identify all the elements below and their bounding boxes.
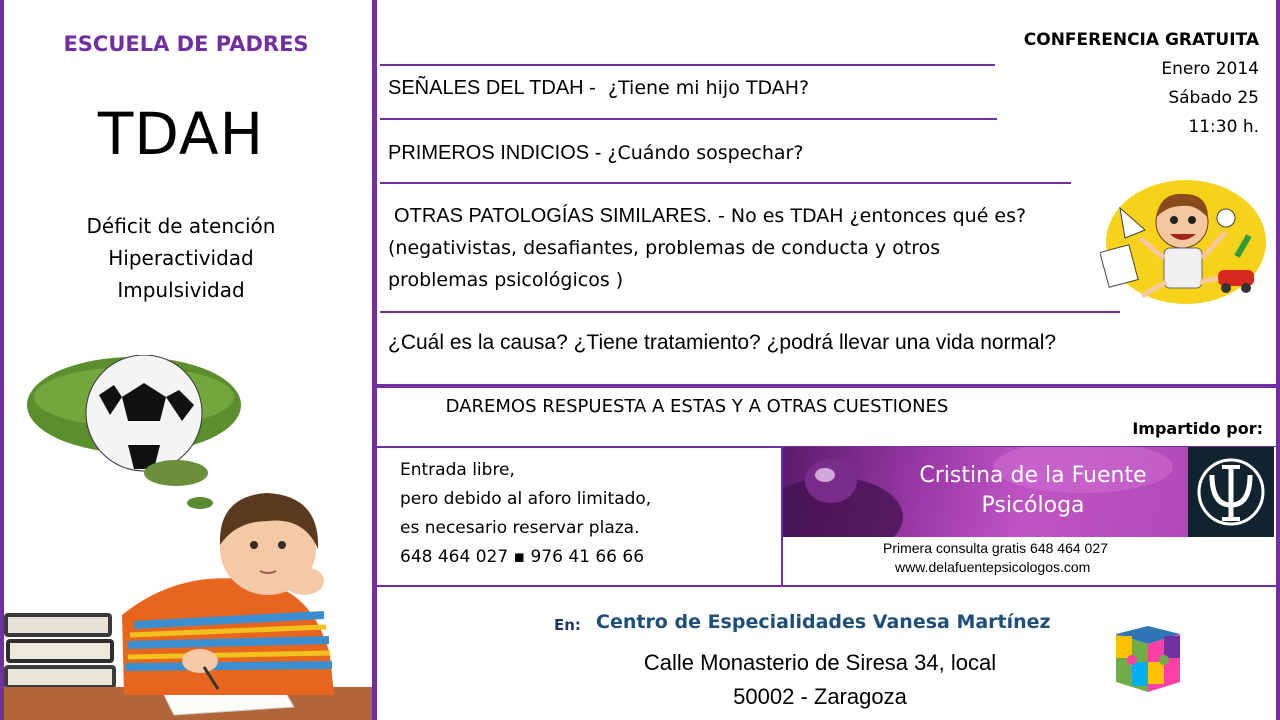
symptom-item: Déficit de atención — [86, 214, 276, 238]
cartoon-boy-icon — [1100, 178, 1270, 312]
topic-questions: ¿Cuál es la causa? ¿Tiene tratamiento? ¿podrá llevar una vida normal? — [388, 331, 1057, 354]
psychologist-card — [783, 447, 1276, 585]
entry-info — [400, 456, 651, 572]
symptom-list — [0, 210, 362, 306]
conference-title: CONFERENCIA GRATUITA — [1023, 30, 1259, 50]
section-divider — [377, 384, 1276, 388]
psychologist-name-line: Cristina de la Fuente — [919, 463, 1147, 488]
card-consultation: Primera consulta gratis 648 464 027 — [883, 540, 1108, 556]
child-thinking-illustration — [4, 355, 372, 720]
topic-text-line: problemas psicológicos ) — [388, 269, 624, 291]
speaker-byline: Impartido por: — [1132, 419, 1263, 438]
psychologist-name — [883, 461, 1183, 521]
child-figure — [122, 493, 334, 695]
puzzle-cube-icon — [1108, 622, 1188, 696]
conference-month: Enero 2014 — [1161, 59, 1259, 79]
frame-right-border — [1276, 0, 1280, 720]
symptom-item: Hiperactividad — [108, 246, 254, 270]
soccer-ball-icon — [27, 355, 241, 471]
topic-signs — [388, 72, 809, 104]
card-website[interactable]: www.delafuentepsicologos.com — [895, 559, 1091, 575]
phone-numbers: 648 464 027 ▪ 976 41 66 66 — [400, 547, 645, 567]
venue-name: Centro de Especialidades Vanesa Martínez — [596, 611, 1051, 633]
psychologist-title: Psicóloga — [981, 493, 1085, 518]
card-banner — [783, 447, 1188, 537]
entry-line: pero debido al aforo limitado, — [400, 489, 652, 509]
psi-logo-icon — [1188, 447, 1274, 537]
venue-street: Calle Monasterio de Siresa 34, local — [643, 650, 997, 675]
symptom-item: Impulsividad — [117, 278, 245, 302]
entry-line: Entrada libre, — [400, 460, 515, 480]
entry-line: es necesario reservar plaza. — [400, 518, 640, 538]
topic-separator — [380, 64, 995, 66]
topic-text-line: (negativistas, desafiantes, problemas de conducta y otros — [388, 237, 941, 259]
conference-info — [1024, 26, 1259, 142]
topic-separator — [380, 311, 1120, 313]
school-heading: ESCUELA DE PADRES — [63, 32, 309, 56]
column-divider — [372, 0, 377, 720]
topic-separator — [380, 182, 1071, 184]
conference-time: 11:30 h. — [1188, 117, 1259, 137]
conference-day: Sábado 25 — [1168, 88, 1259, 108]
topic-label: SEÑALES DEL TDAH - — [388, 77, 596, 99]
topic-separator — [380, 118, 997, 120]
venue-city: 50002 - Zaragoza — [733, 684, 907, 709]
topic-text: ¿Cuándo sospechar? — [607, 142, 804, 164]
topic-text: ¿Tiene mi hijo TDAH? — [607, 77, 810, 99]
topic-indicators — [388, 137, 803, 169]
topic-similar-pathologies — [388, 200, 1088, 296]
answer-banner: DAREMOS RESPUESTA A ESTAS Y A OTRAS CUESTIONES — [445, 396, 949, 417]
main-title: TDAH — [97, 100, 265, 168]
venue-label: En: — [554, 616, 581, 634]
topic-label: OTRAS PATOLOGÍAS SIMILARES. — [394, 205, 712, 227]
topic-label: PRIMEROS INDICIOS - — [388, 142, 602, 164]
topic-text: - No es TDAH ¿entonces qué es? — [717, 205, 1027, 227]
row-divider — [377, 585, 1276, 587]
